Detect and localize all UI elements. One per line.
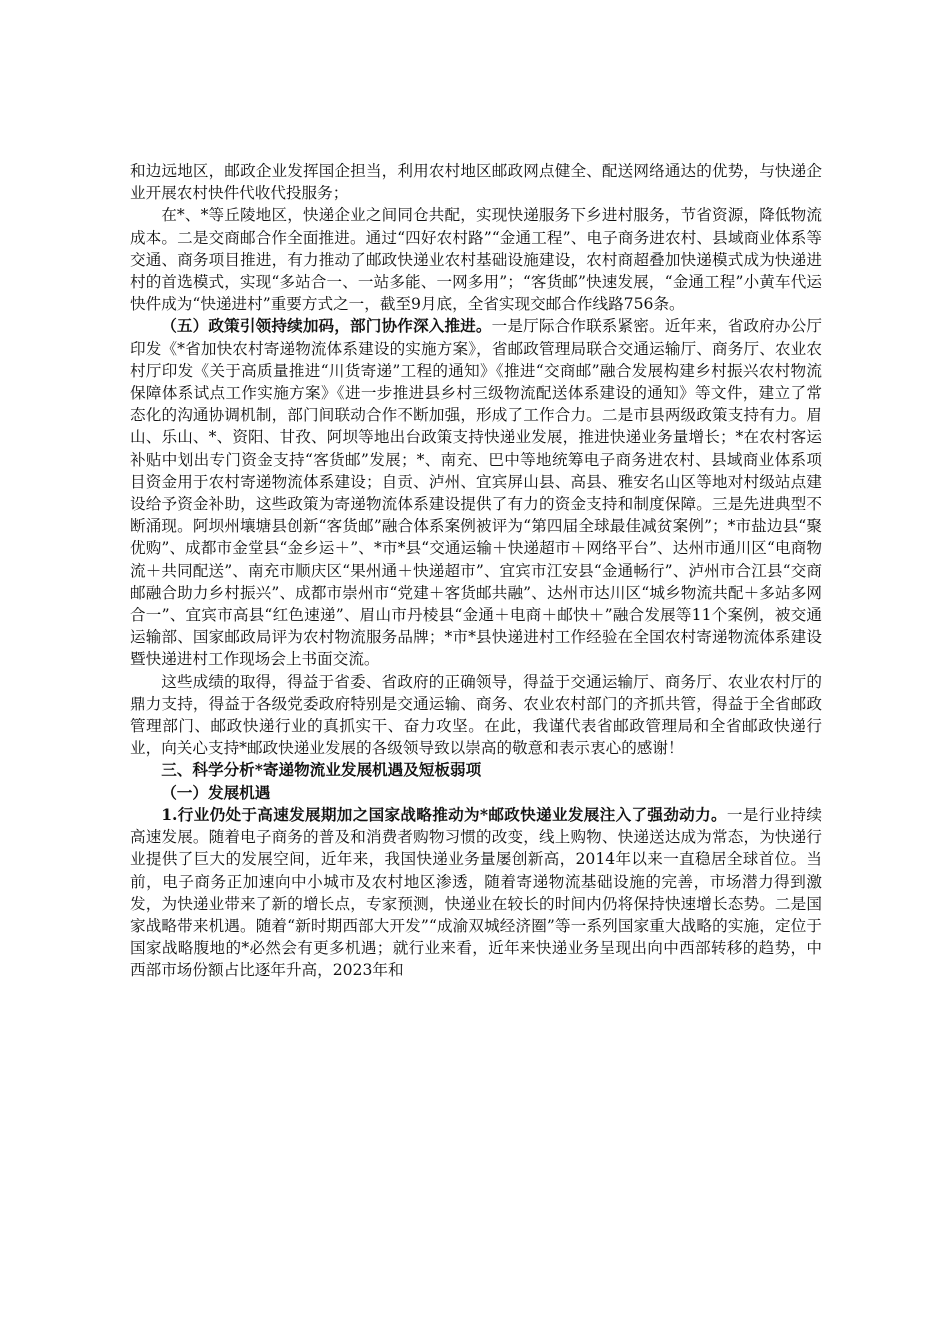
paragraph-5-body: 一是行业持续高速发展。随着电子商务的普及和消费者购物习惯的改变，线上购物、快递送达成为常态，为快递行业提供了巨大的发展空间，近年来，我国快递业务量屡创新高，2014年以来一直稳居全球首位。当前，电子商务正加速向中小城市及农村地区渗透，随着寄递物流基础设施的完善，市场潜力得到激发，为快递业带来了新的增长点，专家预测，快递业在较长的时间内仍将保持快速增长态势。二是国家战略带来机遇。随着“新时期西部大开发”“成渝双城经济圈”等一系列国家重大战略的实施，定位于国家战略腹地的*必然会有更多机遇；就行业来看，近年来快递业务呈现出向中西部转移的趋势，中西部市场份额占比逐年升高，2023年和	[130, 805, 822, 980]
document-page	[130, 160, 822, 982]
subsection-heading-1: （一）发展机遇	[161, 782, 271, 802]
paragraph-3-heading: （五）政策引领持续加码，部门协作深入推进。	[161, 316, 492, 336]
paragraph-3	[130, 315, 822, 670]
paragraph-5-heading: 1.行业仍处于高速发展期加之国家战略推动为*邮政快递业发展注入了强劲动力。	[161, 804, 727, 824]
section-heading-3: 三、科学分析*寄递物流业发展机遇及短板弱项	[161, 760, 482, 780]
paragraph-4: 这些成绩的取得，得益于省委、省政府的正确领导，得益于交通运输厅、商务厅、农业农村厅的鼎力支持，得益于各级党委政府特别是交通运输、商务、农业农村部门的齐抓共管，得益于全省邮政管理部门、邮政快递行业的真抓实干、奋力攻坚。在此，我谨代表省邮政管理局和全省邮政快递行业，向关心支持*邮政快递业发展的各级领导致以崇高的敬意和表示衷心的感谢！	[130, 672, 822, 758]
paragraph-2: 在*、*等丘陵地区，快递企业之间同仓共配，实现快递服务下乡进村服务，节省资源，降低物流成本。二是交商邮合作全面推进。通过“四好农村路”“金通工程”、电子商务进农村、县域商业体系等交通、商务项目推进，有力推动了邮政快递业农村基础设施建设，农村商超叠加快递模式成为快递进村的首选模式，实现“多站合一、一站多能、一网多用”；“客货邮”快速发展，“金通工程”小黄车代运快件成为“快递进村”重要方式之一，截至9月底，全省实现交邮合作线路756条。	[130, 206, 822, 314]
paragraph-5	[130, 804, 822, 982]
paragraph-3-body: 一是厅际合作联系紧密。近年来，省政府办公厅印发《*省加快农村寄递物流体系建设的实施方案》，省邮政管理局联合交通运输厅、商务厅、农业农村厅印发《关于高质量推进“川货寄递”工程的通知》《推进“交商邮”融合发展构建乡村振兴农村物流保障体系试点工作实施方案》《进一步推进县乡村三级物流配送体系建设的通知》等文件，建立了常态化的沟通协调机制，部门间联动合作不断加强，形成了工作合力。二是市县两级政策支持有力。眉山、乐山、*、资阳、甘孜、阿坝等地出台政策支持快递业发展，推进快递业务量增长；*在农村客运补贴中划出专门资金支持“客货邮”发展；*、南充、巴中等地统筹电子商务进农村、县域商业体系项目资金用于农村寄递物流体系建设；自贡、泸州、宜宾屏山县、高县、雅安名山区等地对村级站点建设给予资金补助，这些政策为寄递物流体系建设提供了有力的资金支持和制度保障。三是先进典型不断涌现。阿坝州壤塘县创新“客货邮”融合体系案例被评为“第四届全球最佳减贫案例”；*市盐边县“聚优购”、成都市金堂县“金乡运＋”、*市*县“交通运输＋快递超市＋网络平台”、达州市通川区“电商物流＋共同配送”、南充市顺庆区“果州通＋快递超市”、宜宾市江安县“金通畅行”、泸州市合江县“交商邮融合助力乡村振兴”、成都市崇州市“党建＋客货邮共融”、达州市达川区“城乡物流共配＋多站多网合一”、宜宾市高县“红色速递”、眉山市丹棱县“金通＋电商＋邮快＋”融合发展等11个案例，被交通运输部、国家邮政局评为农村物流服务品牌；*市*县快递进村工作经验在全国农村寄递物流体系建设暨快递进村工作现场会上书面交流。	[130, 317, 822, 669]
paragraph-1: 和边远地区，邮政企业发挥国企担当，利用农村地区邮政网点健全、配送网络通达的优势，与快递企业开展农村快件代收代投服务；	[130, 162, 822, 203]
